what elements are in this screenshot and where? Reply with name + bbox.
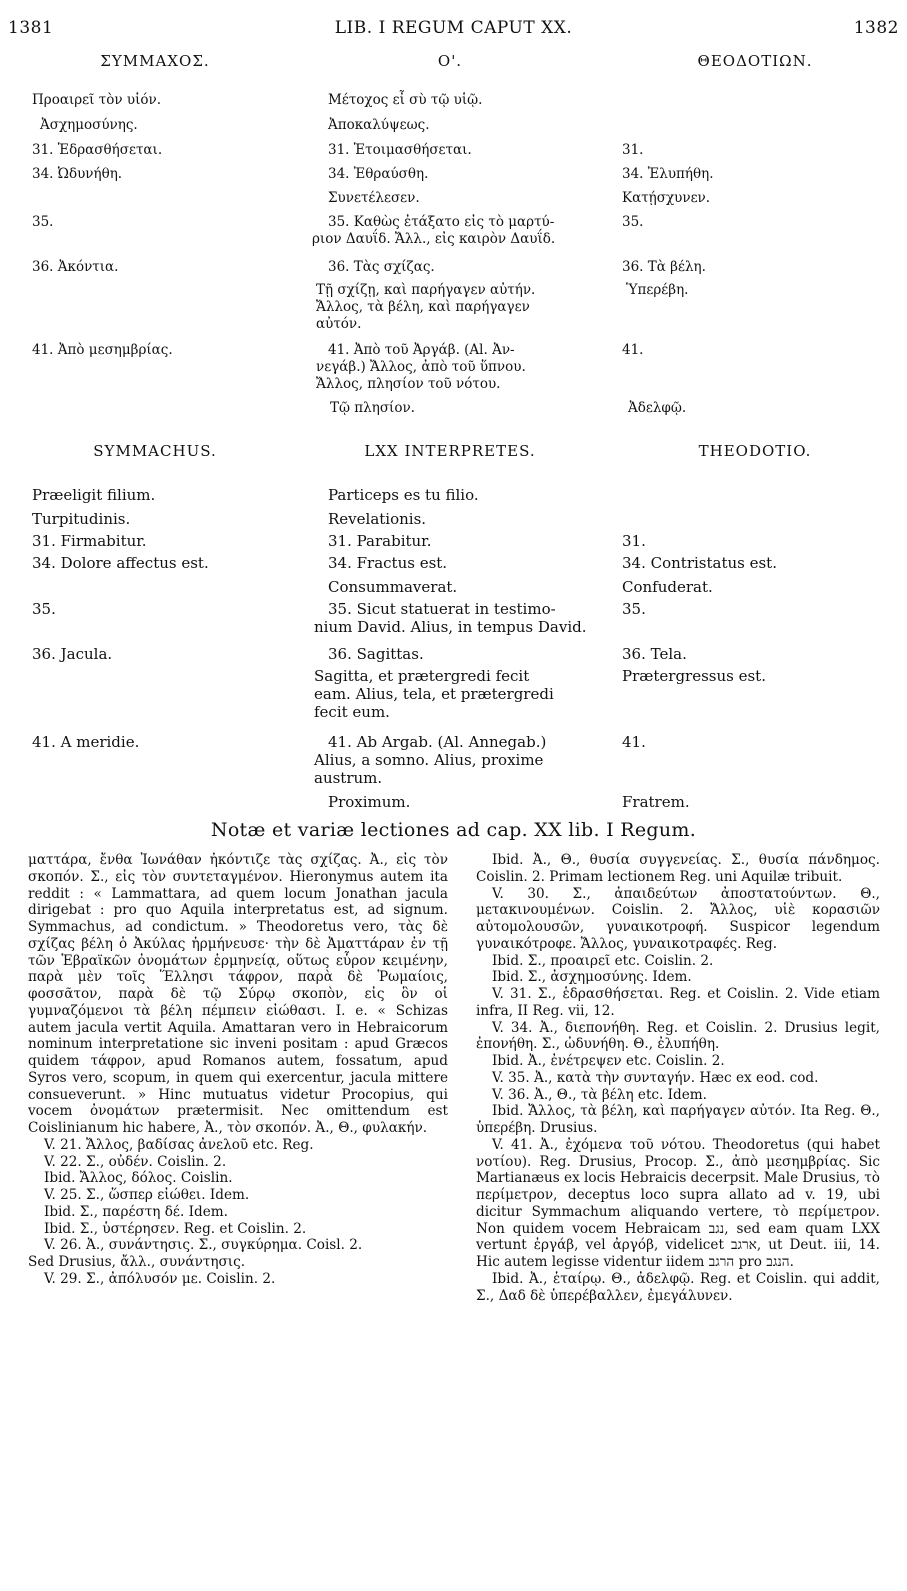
latin-mid-line: eam. Alius, tela, et prætergredi — [314, 685, 554, 703]
greek-left-line: 41. Ἀπὸ μεσημβρίας. — [32, 342, 173, 358]
greek-mid-line: Τῇ σχίζῃ, καὶ παρήγαγεν αὐτήν. — [316, 282, 536, 298]
notes-paragraph: V. 30. Σ., ἀπαιδεύτων ἀποστατούντων. Θ., μετακινουμένων. Coislin. 2. Ἄλλος, υἱὲ κορασιῶν αὐτομολουσῶν, γυναικοτροφή. Suspicor legendum γυναικότροφε. Ἄλλος, γυναικοτραφές. Reg. — [476, 885, 880, 952]
latin-header-theodotio: THEODOTIO. — [698, 442, 812, 460]
greek-right-line: 34. Ἐλυπήθη. — [622, 166, 714, 182]
greek-left-line: Προαιρεῖ τὸν υἱόν. — [32, 92, 161, 108]
greek-left-line: 35. — [32, 214, 54, 230]
latin-mid-line: Sagitta, et prætergredi fecit — [314, 667, 530, 685]
greek-right-line: Ἀδελφῷ. — [628, 400, 687, 416]
latin-right-line: 35. — [622, 600, 646, 618]
latin-mid-line: Proximum. — [328, 793, 411, 811]
latin-left-line: 36. Jacula. — [32, 645, 113, 663]
notes-paragraph: ματτάρα, ἔνθα Ἰωνάθαν ἠκόντιζε τὰς σχίζας. Ἀ., εἰς τὸν σκοπόν. Σ., εἰς τὸν συντεταγμένον. Hieronymus autem ita reddit : « Lammattara, ad quem locum Jonathan jacula dirigebat : pro quo Aquila interpretatus est, ad signum. Symmachus, ad condictum. » Theodoretus vero, τὰς δὲ σχίζας βέλη ὁ Ἀκύλας ἡρμήνευσε· τὴν δὲ Ἀματτάραν ἐν τῇ τῶν Ἑβραϊκῶν ὀνομάτων ἑρμηνείᾳ, οὕτως εὗρον κειμένην, παρὰ μὲν τοῖς Ἕλλησι τάφρον, παρὰ δὲ Ῥωμαίοις, φοσσᾶτον, παρὰ δὲ τῷ Σύρῳ σκοπὸν, εἰς ὃν οἱ γυμναζόμενοι τὰ βέλη πέμπειν εἰώθασι. I. e. « Schizas autem jacula vertit Aquila. Amattaran vero in Hebraicorum nominum interpretatione sic inveni positam : apud Græcos quidem τάφρον, apud Romanos autem, fossatum, apud Syros vero, scopum, in quem qui exercentur, jacula mittere consueverunt. » Hinc mutuatus videtur Procopius, qui vocem ὀνομάτων prætermisit. Nec omittendum est Coislinianum hic habere, Ἀ., τὸν σκοπόν. Ἀ., Θ., φυλακήν. — [28, 852, 448, 1136]
greek-right-line: 36. Τὰ βέλη. — [622, 259, 706, 275]
latin-left-line: 31. Firmabitur. — [32, 532, 147, 550]
latin-mid-line: 35. Sicut statuerat in testimo- — [328, 600, 556, 618]
notes-paragraph: Ibid. Ἀ., Θ., θυσία συγγενείας. Σ., θυσία πάνδημος. Coislin. 2. Primam lectionem Reg. uni Aquilæ tribuit. — [476, 852, 880, 885]
latin-left-line: 35. — [32, 600, 56, 618]
notes-paragraph: Ibid. Ἀ., ἐνέτρεψεν etc. Coislin. 2. — [492, 1053, 725, 1069]
greek-right-line: 41. — [622, 342, 644, 358]
greek-mid-line: 36. Τὰς σχίζας. — [328, 259, 435, 275]
greek-left-line: 31. Ἑδρασθήσεται. — [32, 142, 163, 158]
notes-right-column — [476, 852, 880, 1304]
latin-right-line: 31. — [622, 532, 646, 550]
notes-paragraph: Ibid. Σ., προαιρεῖ etc. Coislin. 2. — [492, 952, 714, 969]
greek-mid-line: 31. Ἑτοιμασθήσεται. — [328, 142, 472, 158]
latin-right-line: 36. Tela. — [622, 645, 687, 663]
running-title: LIB. I REGUM CAPUT XX. — [334, 18, 573, 38]
notes-paragraph: V. 34. Ἀ., διεπονήθη. Reg. et Coislin. 2. Drusius legit, ἐπονήθη. Σ., ὠδυνήθη. Θ., ἐλυπήθη. — [476, 1019, 880, 1053]
greek-header-lxx: Ο'. — [437, 52, 463, 70]
latin-mid-line: 34. Fractus est. — [328, 554, 448, 572]
latin-mid-line: 31. Parabitur. — [328, 532, 432, 550]
greek-left-line: 34. Ὠδυνήθη. — [32, 166, 123, 182]
greek-mid-line: νεγάβ.) Ἄλλος, ἀπὸ τοῦ ὕπνου. — [316, 359, 526, 375]
greek-left-line: Ἀσχημοσύνης. — [40, 117, 138, 133]
greek-header-theodotion: ΘΕΟΔΟΤΙΩΝ. — [697, 52, 813, 70]
greek-right-line: 35. — [622, 214, 644, 230]
notes-line: V. 25. Σ., ὥσπερ εἰώθει. Idem. — [44, 1187, 250, 1203]
greek-mid-line: Ἄλλος, πλησίον τοῦ νότου. — [316, 376, 501, 392]
latin-mid-line: Alius, a somno. Alius, proxime — [314, 751, 544, 769]
latin-header-symmachus: SYMMACHUS. — [93, 442, 217, 460]
latin-left-line: 34. Dolore affectus est. — [32, 554, 209, 572]
notes-line: Sed Drusius, ἄλλ., συνάντησις. — [28, 1254, 246, 1270]
notes-line: V. 29. Σ., ἀπόλυσόν με. Coislin. 2. — [44, 1270, 276, 1287]
greek-left-line: 36. Ἀκόντια. — [32, 259, 119, 275]
greek-mid-line: 35. Καθὼς ἐτάξατο εἰς τὸ μαρτύ- — [328, 214, 555, 230]
notes-line: Ibid. Σ., παρέστη δέ. Idem. — [44, 1203, 228, 1220]
latin-mid-line: Consummaverat. — [328, 578, 458, 596]
latin-left-line: Præeligit filium. — [32, 486, 156, 504]
notes-line: Ibid. Ἄλλος, δόλος. Coislin. — [44, 1170, 233, 1187]
latin-header-lxx: LXX INTERPRETES. — [364, 442, 536, 460]
greek-header-symmachus: ΣΥΜΜΑΧΟΣ. — [100, 52, 210, 70]
latin-right-line: Confuderat. — [622, 578, 713, 596]
notes-line: V. 22. Σ., οὐδέν. Coislin. 2. — [44, 1153, 227, 1170]
latin-mid-line: 41. Ab Argab. (Al. Annegab.) — [328, 733, 547, 751]
greek-mid-line: 34. Ἐθραύσθη. — [328, 166, 429, 182]
page-number-right: 1382 — [853, 18, 899, 38]
notes-line: Ibid. Σ., ὑστέρησεν. Reg. et Coislin. 2. — [44, 1220, 307, 1237]
greek-mid-line: ριον Δαυΐδ. Ἄλλ., εἰς καιρὸν Δαυΐδ. — [312, 231, 556, 247]
greek-right-line: Ὑπερέβη. — [626, 282, 689, 298]
latin-right-line: Fratrem. — [622, 793, 690, 811]
latin-mid-line: Particeps es tu filio. — [328, 486, 479, 504]
notes-line: V. 21. Ἄλλος, βαδίσας ἀνελοῦ etc. Reg. — [44, 1136, 314, 1153]
latin-left-line: 41. A meridie. — [32, 733, 140, 751]
notes-left-column — [28, 852, 448, 1288]
notes-paragraph: Ibid. Ἀ., ἑταίρῳ. Θ., ἀδελφῷ. Reg. et Coislin. qui addit, Σ., Δαδ δὲ ὑπερέβαλλεν, ἐμεγάλυνεν. — [476, 1270, 880, 1304]
latin-right-line: 41. — [622, 733, 646, 751]
greek-right-line: 31. — [622, 142, 644, 158]
latin-left-line: Turpitudinis. — [32, 510, 131, 528]
latin-mid-line: nium David. Alius, in tempus David. — [314, 618, 587, 636]
greek-mid-line: Συνετέλεσεν. — [328, 190, 420, 206]
notes-title: Notæ et variæ lectiones ad cap. XX lib. I Regum. — [210, 819, 697, 841]
greek-mid-line: Ἄλλος, τὰ βέλη, καὶ παρήγαγεν — [316, 299, 530, 315]
latin-mid-line: austrum. — [314, 769, 383, 787]
greek-mid-line: Ἀποκαλύψεως. — [328, 117, 430, 133]
notes-paragraph: Ibid. Ἄλλος, τὰ βέλη, καὶ παρήγαγεν αὐτόν. Ita Reg. Θ., ὑπερέβη. Drusius. — [476, 1103, 880, 1136]
greek-mid-line: αὐτόν. — [316, 316, 362, 332]
notes-paragraph: V. 36. Ἀ., Θ., τὰ βέλη etc. Idem. — [492, 1086, 708, 1103]
latin-right-line: 34. Contristatus est. — [622, 554, 777, 572]
latin-mid-line: 36. Sagittas. — [328, 645, 424, 663]
notes-paragraph: V. 41. Ἀ., ἐχόμενα τοῦ νότου. Theodoretus (qui habet νοτίου). Reg. Drusius, Procop. Σ., ἀπὸ μεσημβρίας. Sic Martianæus ex locis Hebraicis decerpsit. Male Drusius, τὸ περίμετρον, deceptus loco supra allato ad v. 19, ubi dicitur Symmachum aliquando vertere, τὸ περίμετρον. Non quidem vocem Hebraicam נגב, sed eam quam LXX vertunt ἐργάβ, vel ἀργόβ, videlicet ארגב, ut Deut. iii, 14. Hic autem legisse videntur iidem הרגב pro הנגב. — [476, 1136, 880, 1270]
page-number-left: 1381 — [8, 18, 54, 38]
notes-paragraph: Ibid. Σ., ἀσχημοσύνης. Idem. — [492, 969, 692, 986]
greek-mid-line: Μέτοχος εἶ σὺ τῷ υἱῷ. — [328, 92, 483, 108]
latin-mid-line: fecit eum. — [314, 703, 390, 721]
greek-right-line: Κατῄσχυνεν. — [622, 190, 711, 206]
greek-mid-line: 41. Ἀπὸ τοῦ Ἀργάβ. (Al. Ἀν- — [328, 342, 515, 358]
latin-right-line: Prætergressus est. — [622, 667, 766, 685]
notes-paragraph: V. 35. Ἀ., κατὰ τὴν συνταγήν. Hæc ex eod. cod. — [492, 1069, 819, 1086]
notes-paragraph: V. 31. Σ., ἑδρασθήσεται. Reg. et Coislin. 2. Vide etiam infra, II Reg. vii, 12. — [476, 986, 880, 1019]
notes-line: V. 26. Ἀ., συνάντησις. Σ., συγκύρημα. Coisl. 2. — [44, 1237, 363, 1254]
latin-mid-line: Revelationis. — [328, 510, 427, 528]
greek-mid-line: Τῷ πλησίον. — [330, 400, 415, 416]
